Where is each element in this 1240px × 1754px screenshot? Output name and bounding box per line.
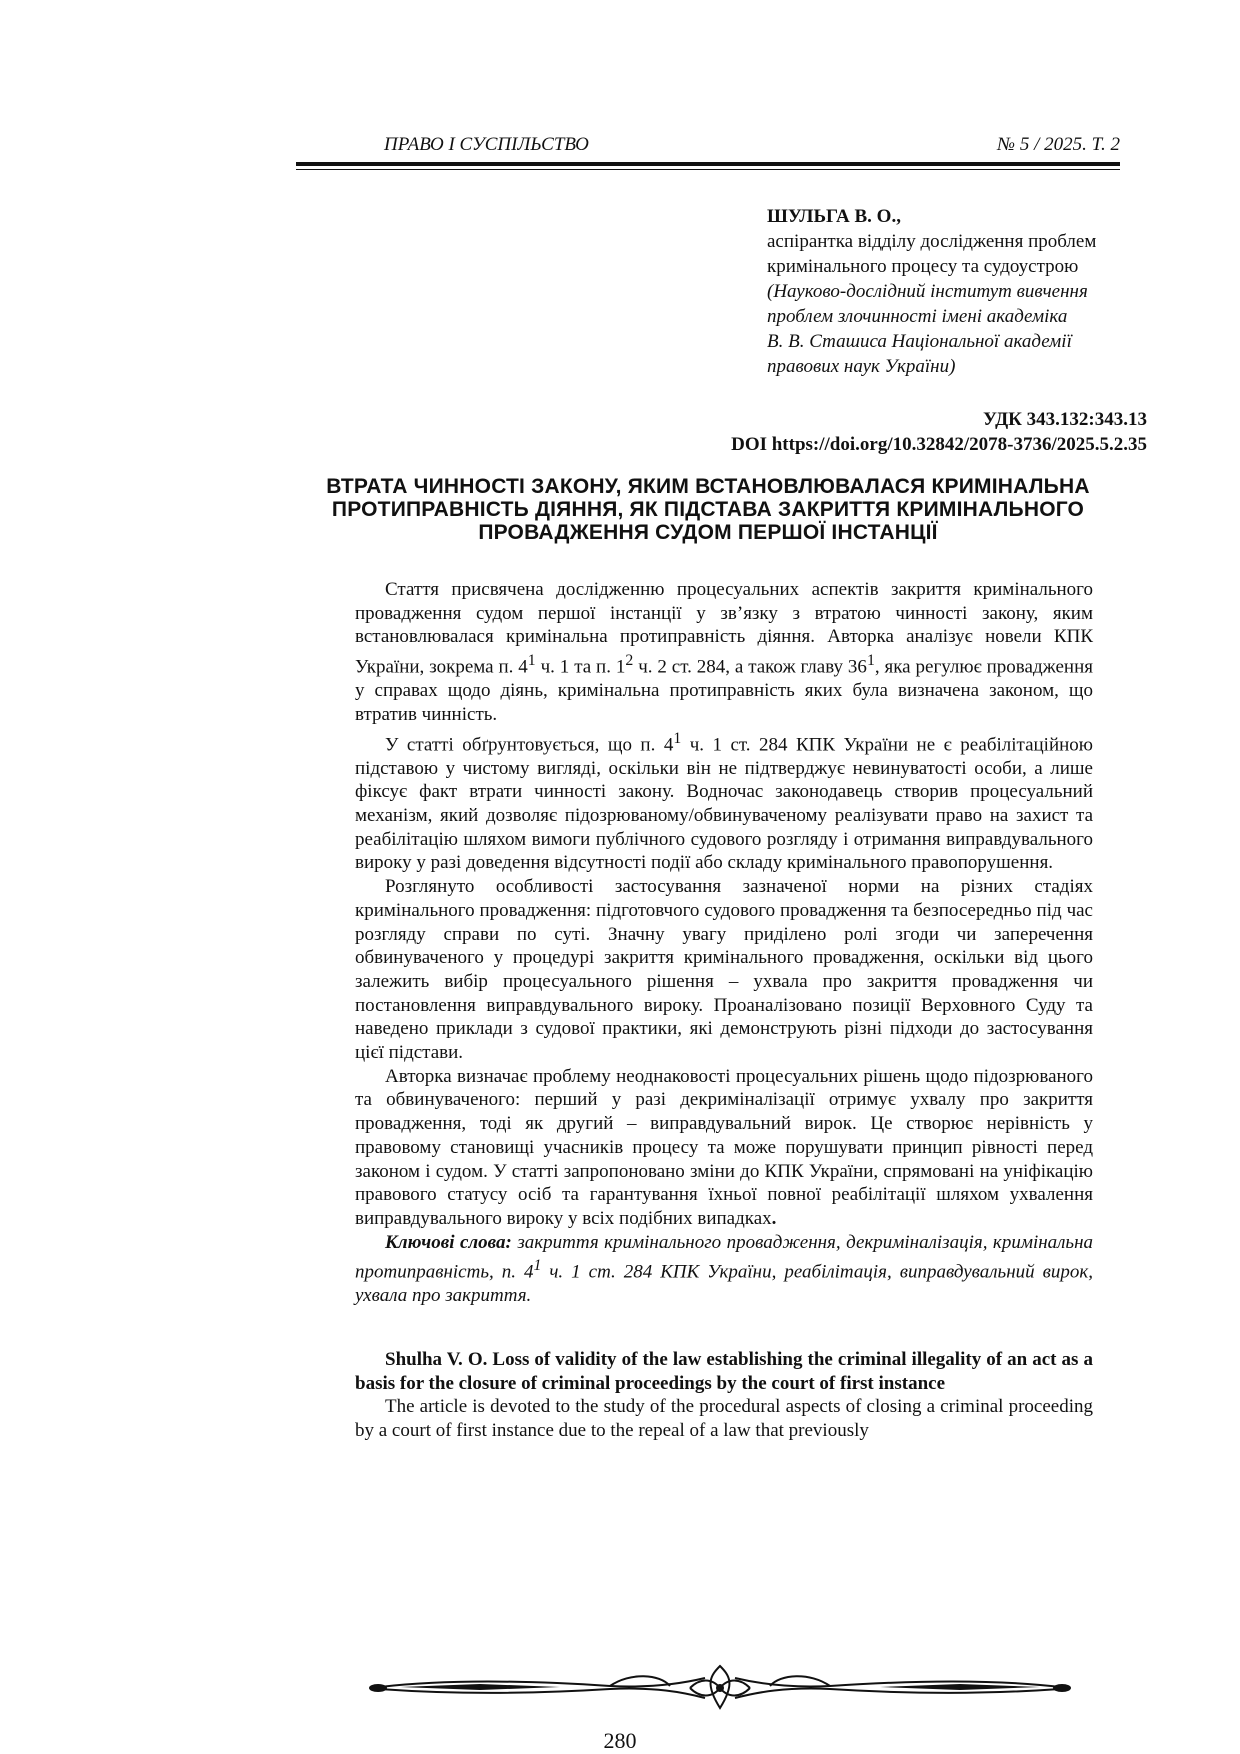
udk-code: УДК 343.132:343.13: [983, 409, 1147, 430]
article-title-line: ПРОВАДЖЕННЯ СУДОМ ПЕРШОЇ ІНСТАНЦІЇ: [478, 521, 938, 544]
article-identifiers: [731, 407, 1147, 457]
header-rule-thick: [296, 162, 1120, 166]
doi-link[interactable]: DOI https://doi.org/10.32842/2078-3736/2025.5.2.35: [731, 434, 1147, 455]
author-affiliation-line: (Науково-дослідний інститут вивчення: [767, 281, 1088, 302]
keywords: Ключові слова: закриття кримінального провадження, декриміналізація, кримінальна протиправність, п. $4^1$ ч. 1 ст. 284 КПК України, реабілітація, виправдувальний вирок, ухвала про закриття.: [355, 1231, 1093, 1307]
article-title-line: ВТРАТА ЧИННОСТІ ЗАКОНУ, ЯКИМ ВСТАНОВЛЮВАЛАСЯ КРИМІНАЛЬНА: [326, 475, 1090, 498]
abstract-paragraph: Авторка визначає проблему неоднаковості процесуальних рішень щодо підозрюваного та обвинуваченого: перший у разі декриміналізації отримує ухвалу про закриття провадження, тоді як другий – виправдувальний вирок. Це створює нерівність у правовому становищі учасників процесу та може порушувати принцип рівності перед законом і судом. У статті запропоновано зміни до КПК України, спрямовані на уніфікацію правового статусу осіб та гарантування їхньої повної реабілітації шляхом ухвалення виправдувального вироку у всіх подібних випадках.: [355, 1065, 1093, 1229]
issue-number: № 5 / 2025. Т. 2: [997, 134, 1120, 155]
author-affiliation-line: В. В. Сташиса Національної академії: [767, 331, 1072, 352]
header-rule-thin: [296, 169, 1120, 170]
page-number: 280: [603, 1728, 637, 1753]
abstract-paragraph: Стаття присвячена дослідженню процесуальних аспектів закриття кримінального провадження судом першої інстанції у зв’язку з втратою чинності закону, яким встановлювалася кримінальна протиправність діяння. Авторка аналізує новели КПК України, зокрема п. $4^1$ ч. 1 та п. $1^2$ ч. 2 ст. 284, а також главу $36^1$, яка регулює провадження у справах щодо діянь, кримінальна протиправність яких була визначена законом, що втратив чинність.: [355, 579, 1093, 725]
author-name: ШУЛЬГА В. О.,: [767, 206, 901, 227]
journal-title: ПРАВО І СУСПІЛЬСТВО: [384, 134, 589, 155]
abstract-paragraph: У статті обґрунтовується, що п. $4^1$ ч. 1 ст. 284 КПК України не є реабілітаційною підставою у чистому вигляді, оскільки він не підтверджує невинуватості особи, а лише фіксує факт втрати чинності закону. Водночас законодавець створив процесуальний механізм, який дозволяє підозрюваному/обвинуваченому реалізувати право на захист та реабілітацію шляхом вимоги публічного судового розгляду і отримання виправдувального вироку у разі доведення відсутності події або складу кримінального правопорушення.: [355, 729, 1093, 874]
keywords-label: Ключові слова:: [385, 1231, 512, 1253]
abstract-english: [355, 1348, 1093, 1443]
abstract-paragraph: Розглянуто особливості застосування зазначеної норми на різних стадіях кримінального провадження: підготовчого судового провадження та безпосередньо під час розгляду справи по суті. Значну увагу приділено ролі згоди чи заперечення обвинуваченого у процедурі закриття кримінального провадження, оскільки від цього залежить вибір процесуального рішення – ухвала про закриття провадження чи постановлення виправдувального вироку. Проаналізовано позиції Верховного Суду та наведено приклади з судової практики, які демонструють різні підходи до застосування цієї підстави.: [355, 876, 1093, 1064]
english-title: Shulha V. O. Loss of validity of the law establishing the criminal illegality of an act as a basis for the closure of criminal proceedings by the court of first instance: [355, 1349, 1093, 1394]
decorative-scroll-ornament-icon: [360, 1660, 1080, 1714]
author-block: [767, 204, 1167, 379]
author-affiliation-line: правових наук України): [767, 356, 956, 377]
article-title-line: ПРОТИПРАВНІСТЬ ДІЯННЯ, ЯК ПІДСТАВА ЗАКРИТТЯ КРИМІНАЛЬНОГО: [331, 498, 1085, 521]
author-position-line: аспірантка відділу дослідження проблем: [767, 231, 1097, 252]
abstract-ukrainian: [355, 578, 1093, 1308]
author-position-line: кримінального процесу та судоустрою: [767, 256, 1079, 277]
english-abstract-text: The article is devoted to the study of the procedural aspects of closing a criminal proceeding by a court of first instance due to the repeal of a law that previously: [355, 1396, 1093, 1442]
article-title: [296, 475, 1120, 544]
author-affiliation-line: проблем злочинності імені академіка: [767, 306, 1068, 327]
